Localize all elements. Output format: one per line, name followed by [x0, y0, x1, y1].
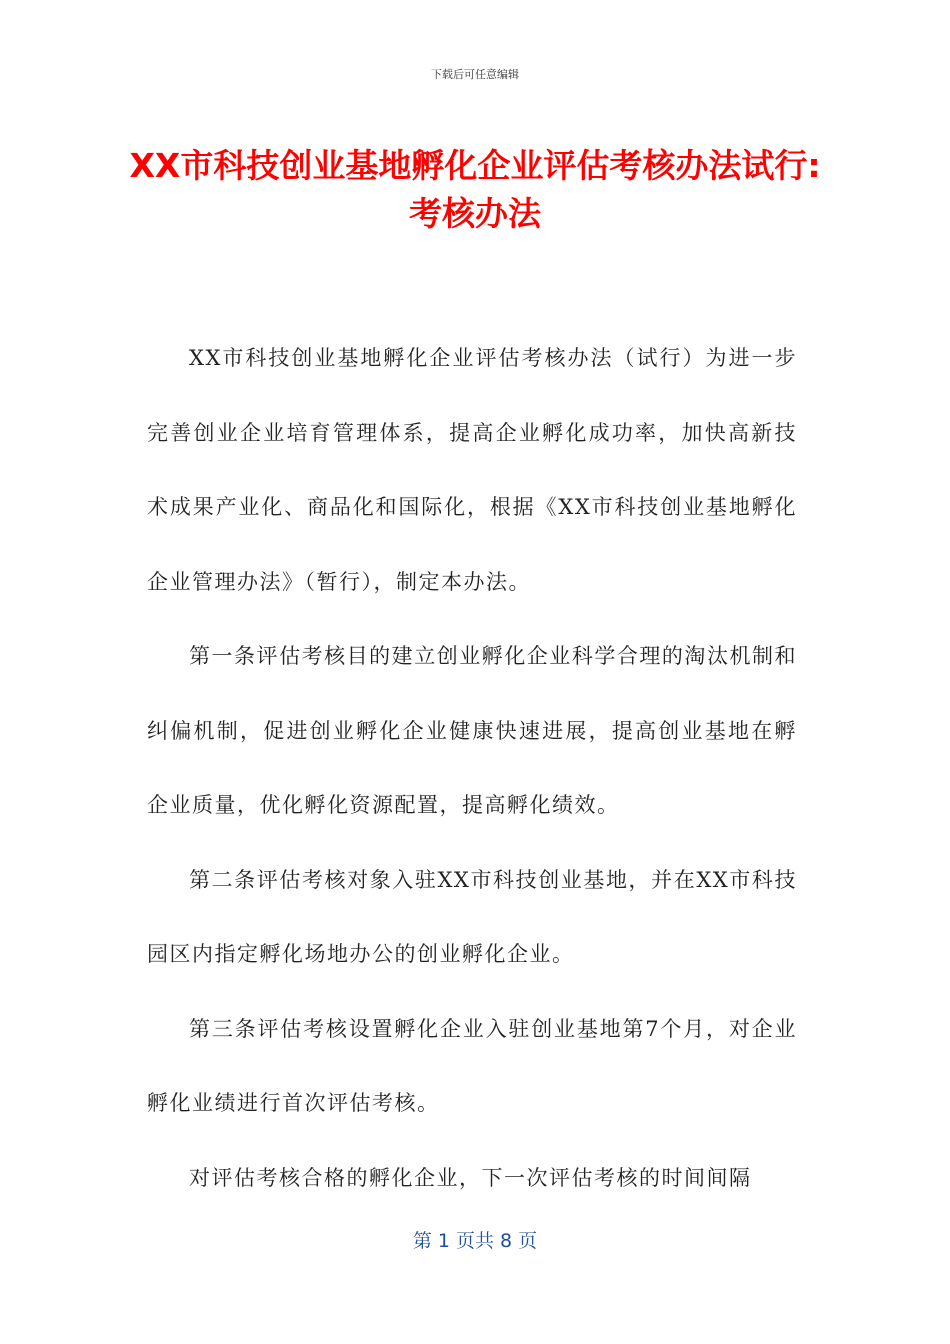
document-body [147, 321, 797, 1215]
page-number-footer [0, 1226, 950, 1253]
paragraph-article-2: 第二条评估考核对象入驻XX市科技创业基地，并在XX市科技园区内指定孵化场地办公的创业孵化企业。 [147, 867, 797, 966]
paragraph-article-3-cont: 对评估考核合格的孵化企业，下一次评估考核的时间间隔 [189, 1165, 752, 1190]
paragraph-article-1: 第一条评估考核目的建立创业孵化企业科学合理的淘汰机制和纠偏机制，促进创业孵化企业健康快速进展，提高创业基地在孵企业质量，优化孵化资源配置，提高孵化绩效。 [147, 644, 797, 817]
document-title: XX市科技创业基地孵化企业评估考核办法试行:考核办法 [129, 146, 821, 233]
paragraph-intro: XX市科技创业基地孵化企业评估考核办法（试行）为进一步完善创业企业培育管理体系，提高企业孵化成功率，加快高新技术成果产业化、商品化和国际化，根据《XX市科技创业基地孵化企业管理办法》（暂行），制定本办法。 [147, 346, 797, 594]
page-number-label: 第 1 页共 8 页 [412, 1230, 538, 1252]
header-note: 下载后可任意编辑 [431, 68, 519, 81]
paragraph-article-3: 第三条评估考核设置孵化企业入驻创业基地第7个月，对企业孵化业绩进行首次评估考核。 [147, 1016, 797, 1115]
